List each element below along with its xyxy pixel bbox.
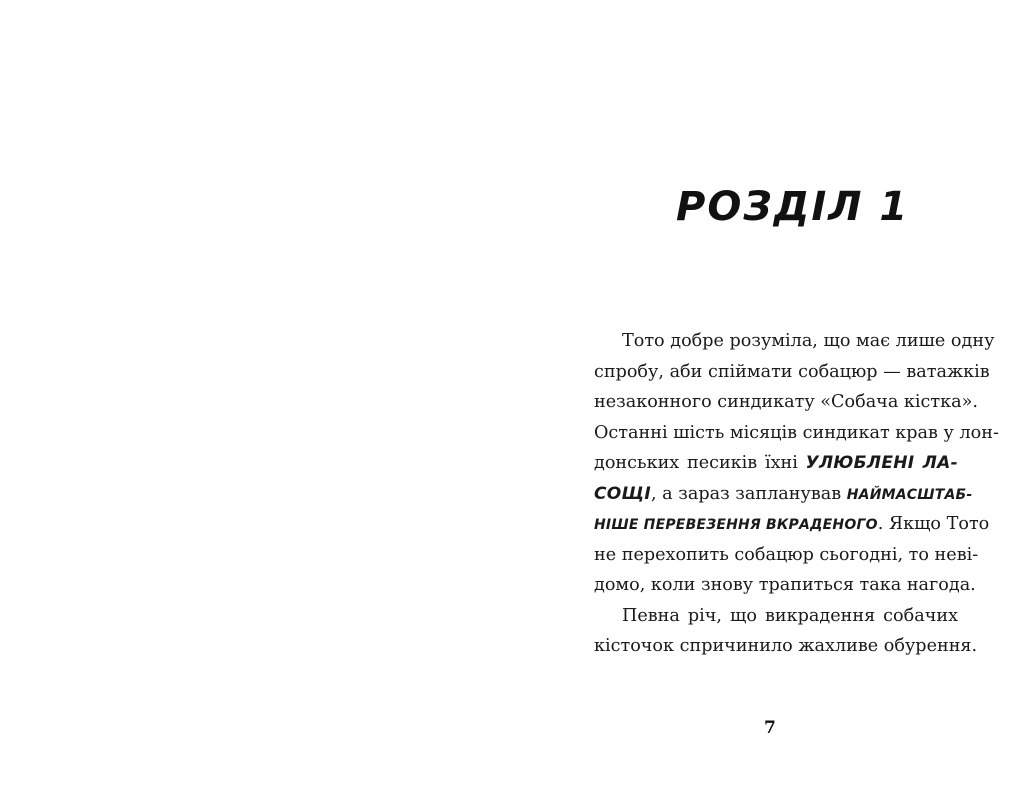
paragraph-line xyxy=(594,326,995,357)
paragraph-line xyxy=(594,448,958,479)
paragraph-line xyxy=(594,357,990,388)
paragraph-line xyxy=(594,509,990,540)
paragraph-line xyxy=(594,418,999,449)
emphasized-phrase: НІШЕ ПЕРЕВЕЗЕННЯ ВКРАДЕНОГО xyxy=(594,517,878,533)
text-run: не перехопить собацюр сьогодні, то неві- xyxy=(594,544,979,565)
paragraph-line xyxy=(594,570,976,601)
text-run: Певна річ, що викрадення собачих xyxy=(622,605,958,626)
text-run: донських песиків їхні xyxy=(594,453,806,473)
emphasized-phrase: НАЙМАСШТАБ- xyxy=(846,486,973,503)
text-run: домо, коли знову трапиться така нагода. xyxy=(594,575,976,595)
right-page xyxy=(512,0,1024,788)
emphasized-phrase: СОЩІ xyxy=(594,483,651,504)
paragraph-line xyxy=(594,631,978,662)
text-run: . Якщо Тото xyxy=(877,514,990,534)
body-text xyxy=(594,326,999,662)
text-run: кісточок спричинило жахливе обурення. xyxy=(594,636,978,656)
paragraph-line xyxy=(594,601,958,632)
text-run: незаконного синдикату «Собача кістка». xyxy=(594,392,978,412)
emphasized-phrase: УЛЮБЛЕНІ ЛА- xyxy=(805,453,958,473)
paragraph-line xyxy=(594,540,979,571)
page-number: 7 xyxy=(764,718,776,738)
paragraph-line xyxy=(594,387,978,418)
chapter-title: РОЗДІЛ 1 xyxy=(676,184,910,230)
paragraph-line xyxy=(594,479,973,510)
text-run: спробу, аби спіймати собацюр — ватажків xyxy=(594,361,990,382)
text-run: Тото добре розуміла, що має лише одну xyxy=(622,331,995,351)
text-run: Останні шість місяців синдикат крав у лон- xyxy=(594,422,999,443)
text-run: , а зараз запланував xyxy=(651,483,847,504)
